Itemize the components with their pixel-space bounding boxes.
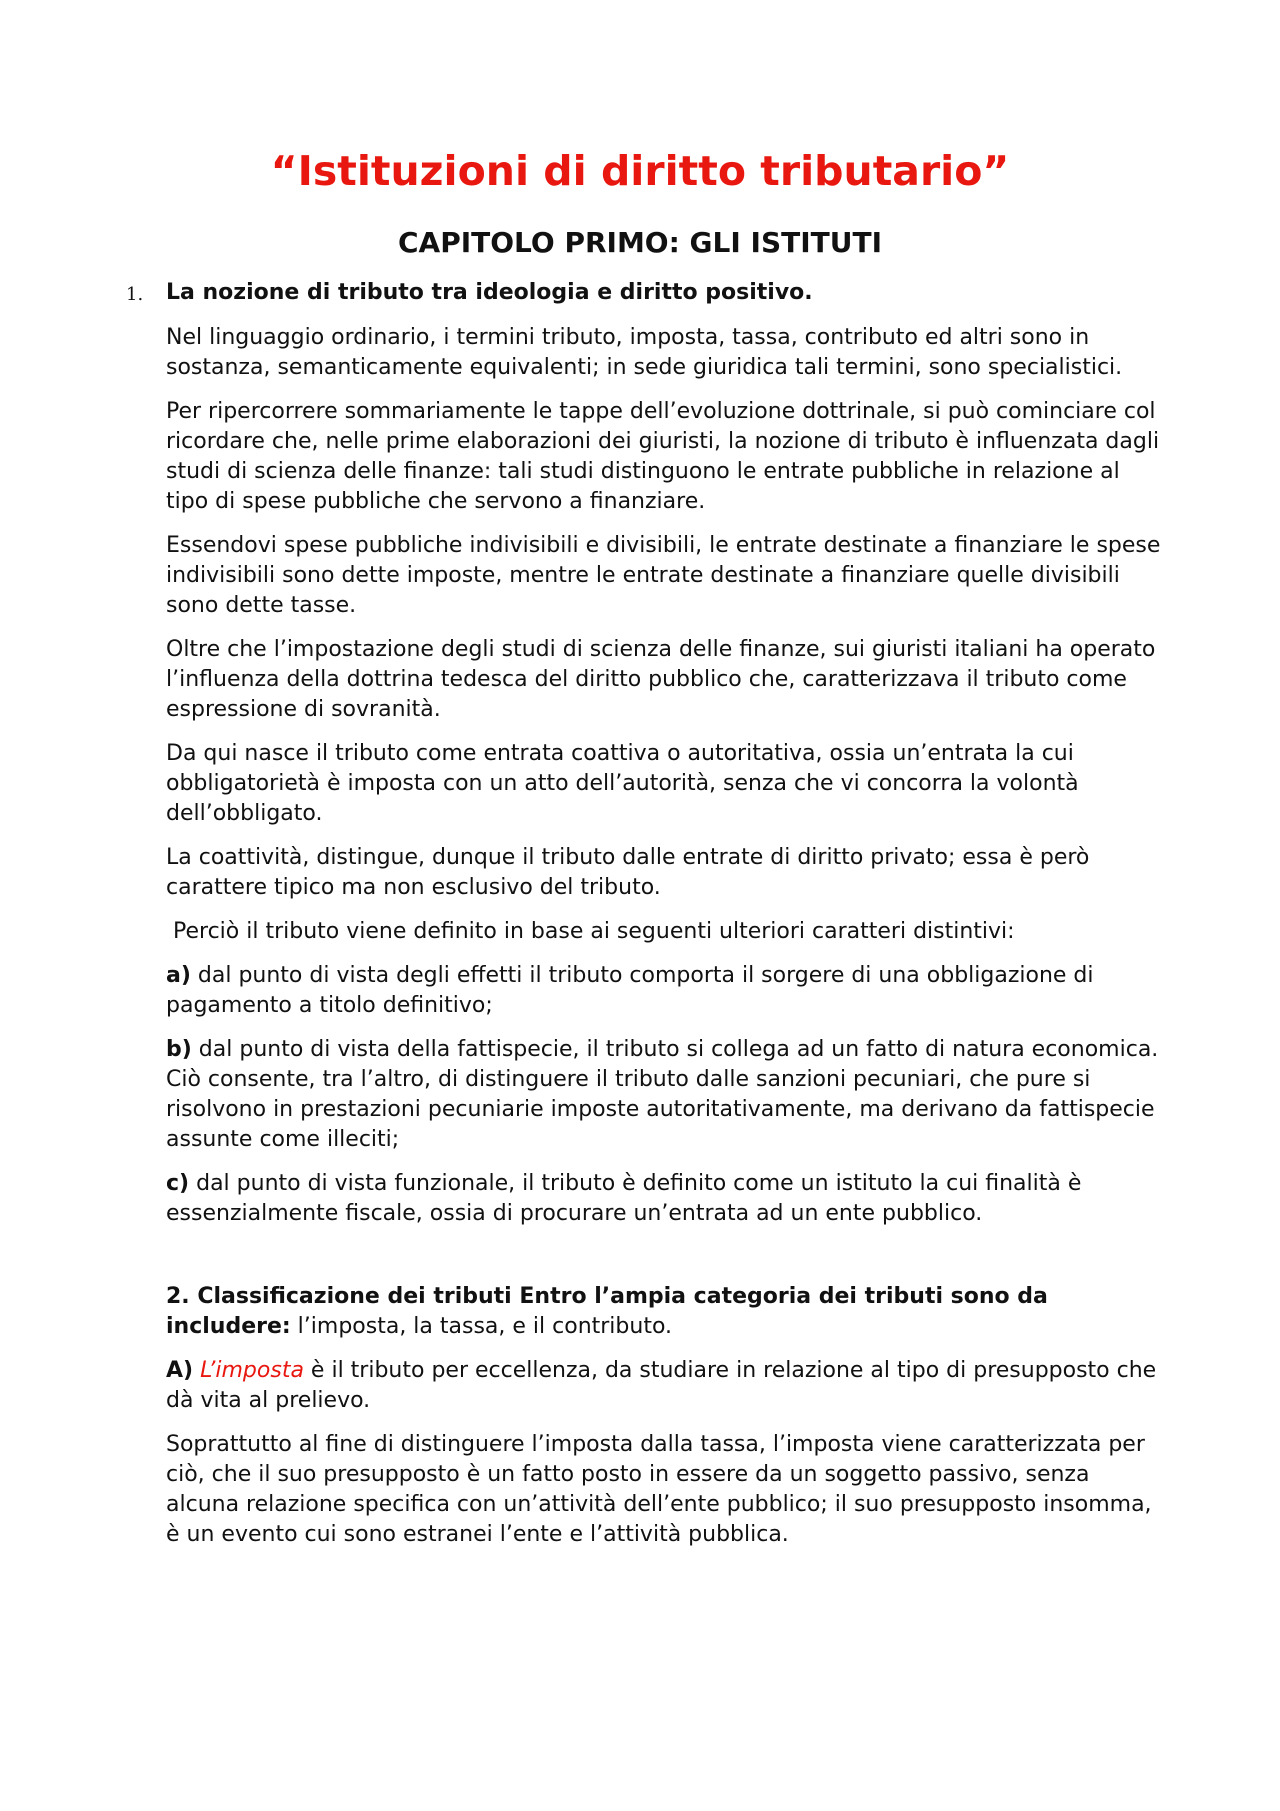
paragraph: Per ripercorrere sommariamente le tappe dell’evoluzione dottrinale, si può cominciare col ricordare che, nelle prime elaborazioni dei giuristi, la nozione di tributo è influenzata dagli studi di scienza delle finanze: tali studi distinguono le entrate pubbliche in relazione al tipo di spese pubbliche che servono a finanziare. — [166, 399, 1160, 514]
imposta-term: L’imposta — [200, 1358, 304, 1383]
paragraph: Nel linguaggio ordinario, i termini tributo, imposta, tassa, contributo ed altri sono in sostanza, semanticamente equivalenti; in sede giuridica tali termini, sono specialistici. — [166, 325, 1123, 380]
document-body — [166, 323, 1166, 1564]
list-text: dal punto di vista funzionale, il tributo è definito come un istituto la cui finalità è essenzialmente fiscale, ossia di procurare un’entrata ad un ente pubblico. — [166, 1171, 1082, 1226]
list-item-b — [166, 1035, 1166, 1155]
list-text: dal punto di vista della fattispecie, il tributo si collega ad un fatto di natura economica. Ciò consente, tra l’altro, di distinguere il tributo dalle sanzioni pecuniari, che pure si risolvono in prestazioni pecuniarie imposte autoritativamente, ma derivano da fattispecie assunte come illeciti; — [166, 1037, 1159, 1152]
list-item-a — [166, 961, 1166, 1021]
section-2-title: 2. Classificazione dei tributi Entro l’ampia categoria dei tributi sono da includere: — [166, 1284, 1048, 1339]
section-1-number: 1. — [126, 284, 144, 305]
item-a-imposta — [166, 1356, 1166, 1416]
paragraph: Da qui nasce il tributo come entrata coattiva o autoritativa, ossia un’entrata la cui obbligatorietà è imposta con un atto dell’autorità, senza che vi concorra la volontà dell’obbligato. — [166, 741, 1079, 826]
item-a-text: è il tributo per eccellenza, da studiare in relazione al tipo di presupposto che dà vita al prelievo. — [166, 1358, 1157, 1413]
document-title: “Istituzioni di diritto tributario” — [270, 147, 1010, 195]
list-label: a) — [166, 963, 191, 988]
item-a-label: A) — [166, 1358, 194, 1383]
paragraph: Perciò il tributo viene definito in base ai seguenti ulteriori caratteri distintivi: — [166, 919, 1015, 944]
section-2-heading — [166, 1282, 1166, 1342]
paragraph: Essendovi spese pubbliche indivisibili e divisibili, le entrate destinate a finanziare le spese indivisibili sono dette imposte, mentre le entrate destinate a finanziare quelle divisibili sono dette tasse. — [166, 533, 1161, 618]
list-item-c — [166, 1169, 1166, 1229]
list-label: c) — [166, 1171, 190, 1196]
paragraph: Oltre che l’impostazione degli studi di scienza delle finanze, sui giuristi italiani ha operato l’influenza della dottrina tedesca del diritto pubblico che, caratterizzava il tributo come espressione di sovranità. — [166, 637, 1156, 722]
section-1-title: La nozione di tributo tra ideologia e diritto positivo. — [166, 280, 813, 305]
paragraph: Soprattutto al fine di distinguere l’imposta dalla tassa, l’imposta viene caratterizzata per ciò, che il suo presupposto è un fatto posto in essere da un soggetto passivo, senza alcuna relazione specifica con un’attività dell’ente pubblico; il suo presupposto insomma, è un evento cui sono estranei l’ente e l’attività pubblica. — [166, 1432, 1152, 1547]
list-text: dal punto di vista degli effetti il tributo comporta il sorgere di una obbligazione di pagamento a titolo definitivo; — [166, 963, 1094, 1018]
list-label: b) — [166, 1037, 192, 1062]
paragraph: La coattività, distingue, dunque il tributo dalle entrate di diritto privato; essa è però carattere tipico ma non esclusivo del tributo. — [166, 845, 1090, 900]
section-1-heading — [126, 279, 1160, 308]
section-2-title-rest: l’imposta, la tassa, e il contributo. — [290, 1314, 673, 1339]
chapter-heading: CAPITOLO PRIMO: GLI ISTITUTI — [397, 226, 882, 259]
